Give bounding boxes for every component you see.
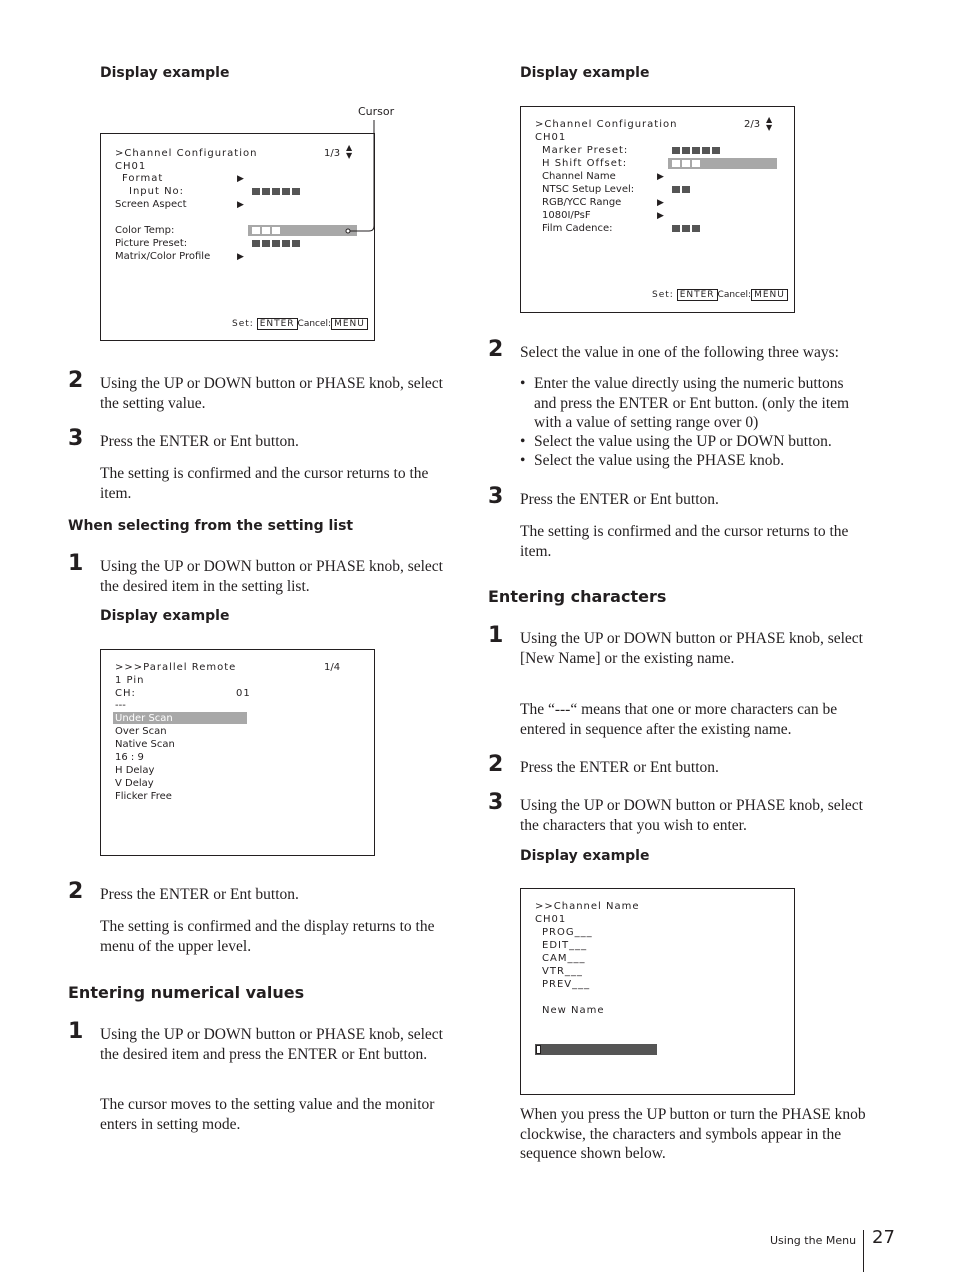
menu-screen-channel-config-1 <box>100 133 375 341</box>
menu-screen-channel-name <box>520 888 795 1095</box>
bullet-dot: • <box>520 433 526 450</box>
menu-item-input-no: Input No: <box>129 186 185 197</box>
screen-footer: Set: ENTER Cancel: MENU <box>652 290 788 300</box>
screen-channel: CH01 <box>535 132 567 143</box>
menu-item: Channel Name <box>542 171 616 182</box>
screen-page: 2/3 <box>744 119 761 130</box>
arrow-right-icon: ▶ <box>657 198 664 208</box>
menu-key-label: MENU <box>751 289 788 301</box>
step-text: Using the UP or DOWN button or PHASE knob, select the setting value. <box>100 375 443 412</box>
name-item: PROG___ <box>542 927 593 938</box>
screen-page: 1/3 <box>324 148 341 159</box>
screen-title: >Channel Configuration <box>115 148 258 159</box>
bullet-item: Enter the value directly using the numeric buttons and press the ENTER or Ent button. (only the item with a value of setting range over 0) <box>534 375 850 431</box>
step-text: Using the UP or DOWN button or PHASE knob, select [New Name] or the existing name. <box>520 630 863 667</box>
step-number: 2 <box>68 879 84 904</box>
enter-key-label: ENTER <box>677 289 718 301</box>
step-number: 2 <box>68 368 84 393</box>
name-item: EDIT___ <box>542 940 588 951</box>
screen-title: >Channel Configuration <box>535 119 678 130</box>
arrow-right-icon: ▶ <box>237 174 244 184</box>
setting-value-blocks <box>672 160 700 167</box>
menu-item: Film Cadence: <box>542 223 613 234</box>
step-number: 1 <box>68 551 84 576</box>
setting-value-blocks <box>672 225 700 232</box>
page-number: 27 <box>872 1227 895 1248</box>
screen-title: >>>Parallel Remote <box>115 662 237 673</box>
list-item: Over Scan <box>115 726 167 737</box>
menu-item-picture-preset: Picture Preset: <box>115 238 188 249</box>
footer-section-label: Using the Menu <box>770 1234 857 1247</box>
display-example-label: Display example <box>520 65 650 81</box>
list-item: 16 : 9 <box>115 752 144 763</box>
display-example-label: Display example <box>100 608 230 624</box>
step-text: Using the UP or DOWN button or PHASE knob, select the characters that you wish to enter. <box>520 797 863 834</box>
up-down-arrows-icon: ▲ ▼ <box>346 143 353 160</box>
menu-item: RGB/YCC Range <box>542 197 622 208</box>
closing-paragraph: When you press the UP button or turn the PHASE knob clockwise, the characters and symbols appear in the sequence shown below. <box>520 1106 866 1162</box>
setting-value-blocks <box>252 188 300 195</box>
menu-item-matrix-color-profile: Matrix/Color Profile <box>115 251 211 262</box>
list-item: Native Scan <box>115 739 175 750</box>
menu-item: 1080I/PsF <box>542 210 591 221</box>
setting-value-blocks <box>672 147 720 154</box>
name-item: PREV___ <box>542 979 591 990</box>
menu-item: H Shift Offset: <box>542 158 628 169</box>
name-entry-field <box>535 1044 657 1055</box>
list-item: V Delay <box>115 778 154 789</box>
section-heading: Entering numerical values <box>68 983 305 1002</box>
step-number: 3 <box>68 426 84 451</box>
screen-footer: Set: ENTER Cancel: MENU <box>232 319 368 329</box>
text-cursor <box>536 1045 541 1054</box>
display-example-label: Display example <box>520 848 650 864</box>
menu-key-label: MENU <box>331 318 368 330</box>
ch-label: CH: <box>115 688 136 699</box>
arrow-right-icon: ▶ <box>237 200 244 210</box>
menu-screen-parallel-remote <box>100 649 375 856</box>
arrow-right-icon: ▶ <box>657 172 664 182</box>
list-item: Flicker Free <box>115 791 172 802</box>
menu-item: Marker Preset: <box>542 145 629 156</box>
step-number: 2 <box>488 752 504 777</box>
step-text: Press the ENTER or Ent button. <box>520 491 719 508</box>
screen-channel: CH01 <box>115 161 147 172</box>
ch-value: 01 <box>236 688 251 699</box>
bullet-item: Select the value using the PHASE knob. <box>534 452 785 469</box>
step-text: Using the UP or DOWN button or PHASE knob, select the desired item and press the ENTER or Ent button. <box>100 1026 443 1063</box>
step-note: The setting is confirmed and the cursor returns to the item. <box>520 523 849 560</box>
arrow-right-icon: ▶ <box>657 211 664 221</box>
bullet-dot: • <box>520 375 526 392</box>
step-text: Press the ENTER or Ent button. <box>520 759 719 776</box>
menu-item: NTSC Setup Level: <box>542 184 635 195</box>
cursor-callout-line <box>340 118 390 238</box>
setting-value-blocks <box>252 240 300 247</box>
bullet-item: Select the value using the UP or DOWN button. <box>534 433 832 450</box>
bullet-dot: • <box>520 452 526 469</box>
display-example-label: Display example <box>100 65 230 81</box>
arrow-right-icon: ▶ <box>237 252 244 262</box>
menu-item-color-temp: Color Temp: <box>115 225 175 236</box>
step-text: Using the UP or DOWN button or PHASE knob, select the desired item in the setting list. <box>100 558 443 595</box>
menu-item-format: Format <box>122 173 164 184</box>
step-number: 1 <box>68 1019 84 1044</box>
up-down-arrows-icon: ▲ ▼ <box>766 115 773 132</box>
screen-channel: CH01 <box>535 914 567 925</box>
step-text: Press the ENTER or Ent button. <box>100 433 299 450</box>
step-number: 1 <box>488 623 504 648</box>
step-number: 3 <box>488 790 504 815</box>
pin-label: 1 Pin <box>115 675 145 686</box>
step-text: Select the value in one of the following three ways: <box>520 344 839 361</box>
footer-divider <box>863 1230 864 1272</box>
step-note: The cursor moves to the setting value and the monitor enters in setting mode. <box>100 1096 435 1133</box>
sub-heading: When selecting from the setting list <box>68 518 354 534</box>
new-name-item: New Name <box>542 1005 605 1016</box>
step-note: The setting is confirmed and the display returns to the menu of the upper level. <box>100 918 435 955</box>
step-note: The “---“ means that one or more characters can be entered in sequence after the existing name. <box>520 701 838 738</box>
step-number: 2 <box>488 337 504 362</box>
screen-page: 1/4 <box>324 662 341 673</box>
setting-value-blocks <box>672 186 690 193</box>
setting-value-blocks <box>252 227 280 234</box>
list-item: H Delay <box>115 765 155 776</box>
menu-screen-channel-config-2 <box>520 106 795 313</box>
name-item: CAM___ <box>542 953 586 964</box>
enter-key-label: ENTER <box>257 318 298 330</box>
step-note: The setting is confirmed and the cursor returns to the item. <box>100 465 429 502</box>
step-number: 3 <box>488 484 504 509</box>
dashes: --- <box>115 700 126 711</box>
name-item: VTR___ <box>542 966 583 977</box>
screen-title: >>Channel Name <box>535 901 640 912</box>
step-text: Press the ENTER or Ent button. <box>100 886 299 903</box>
cursor-callout-label: Cursor <box>358 105 395 118</box>
menu-item-screen-aspect: Screen Aspect <box>115 199 187 210</box>
list-item-under-scan: Under Scan <box>115 713 173 724</box>
section-heading: Entering characters <box>488 587 667 606</box>
